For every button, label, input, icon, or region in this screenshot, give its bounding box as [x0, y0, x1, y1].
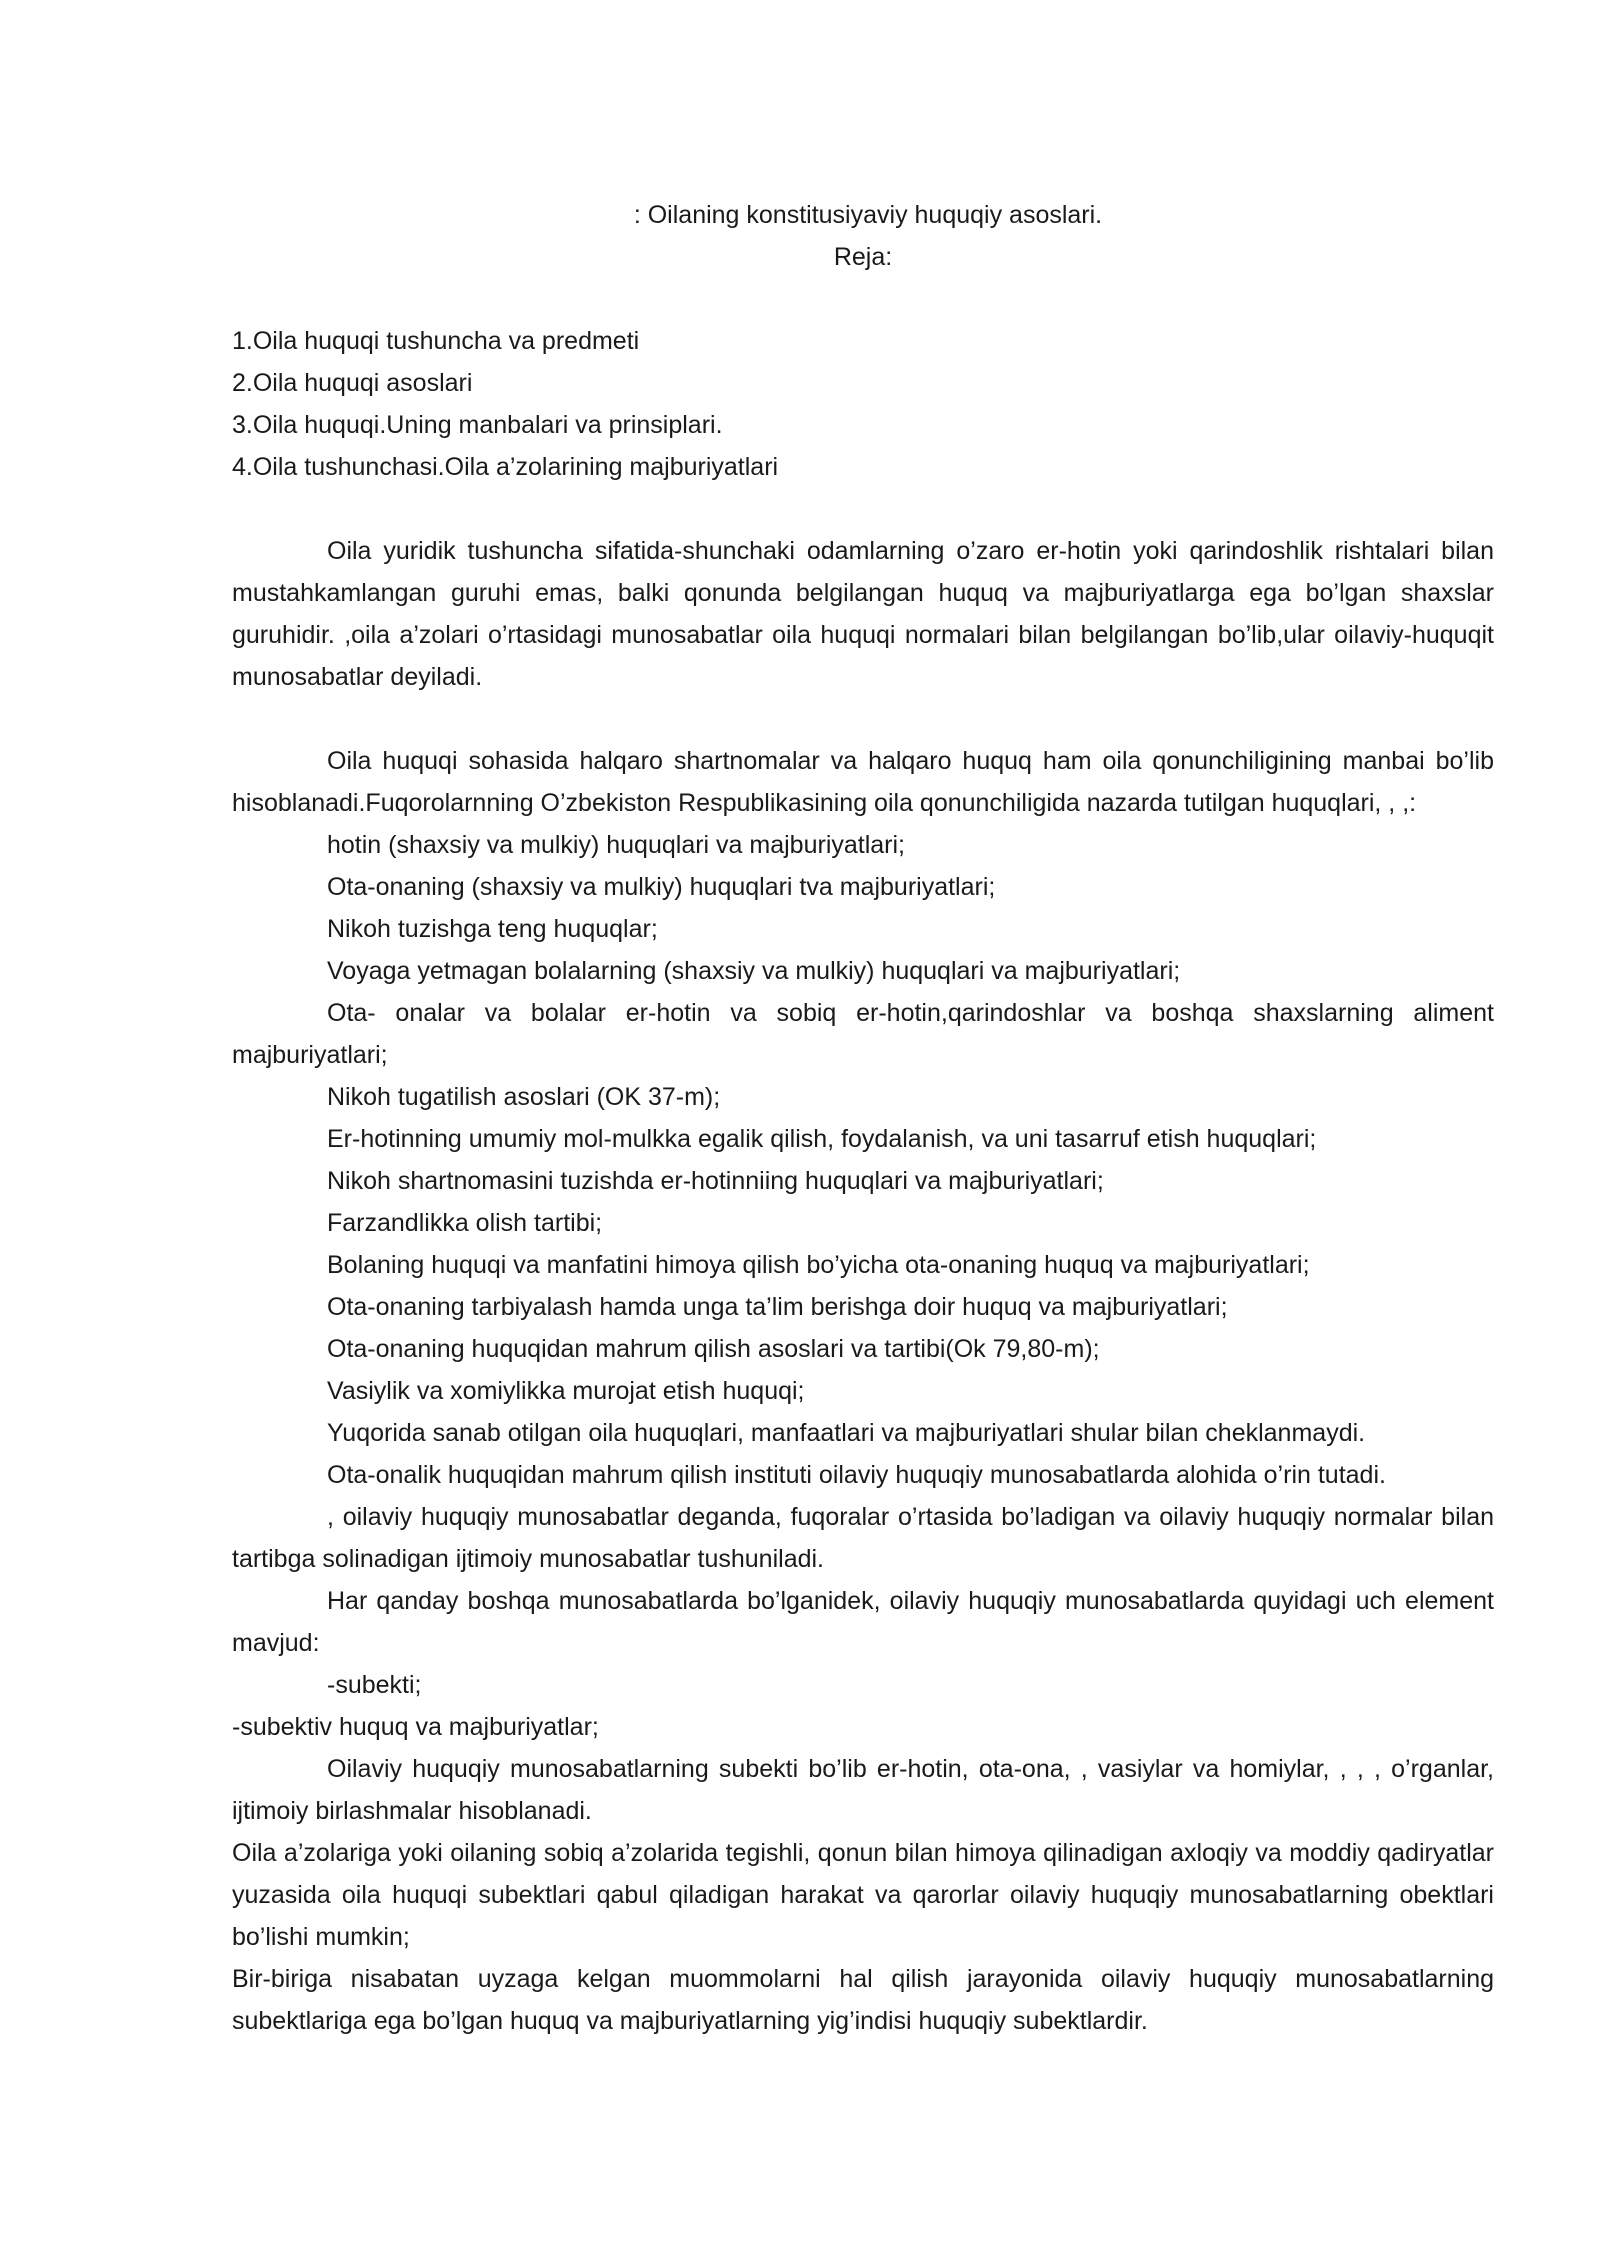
rights-item: Vasiylik va xomiylikka murojat etish huquqi;	[327, 1377, 805, 1405]
rights-item: Er-hotinning umumiy mol-mulkka egalik qilish, foydalanish, va uni tasarruf etish huquqlari;	[327, 1125, 1317, 1153]
rights-item: Voyaga yetmagan bolalarning (shaxsiy va mulkiy) huquqlari va majburiyatlari;	[327, 957, 1181, 985]
paragraph-conclusion: Bir-biriga nisabatan uyzaga kelgan muommolarni hal qilish jarayonida oilaviy huquqiy munosabatlarning subektlariga ega bo’lgan huquq va majburiyatlarning yig’indisi huquqiy subektlardir.	[232, 1965, 1494, 2035]
rights-item: Bolaning huquqi va manfatini himoya qilish bo’yicha ota-onaning huquq va majburiyatlari;	[327, 1251, 1310, 1279]
rights-item: Farzandlikka olish tartibi;	[327, 1209, 603, 1237]
document-body	[232, 194, 1494, 2042]
rights-item: hotin (shaxsiy va mulkiy) huquqlari va majburiyatlari;	[327, 831, 906, 859]
rights-item: Nikoh tuzishga teng huquqlar;	[327, 915, 658, 943]
rights-item: Ota-onaning huquqidan mahrum qilish asoslari va tartibi(Ok 79,80-m);	[327, 1335, 1100, 1363]
document-title: : Oilaning konstitusiyaviy huquqiy asoslari.	[633, 201, 1103, 229]
rights-item: Har qanday boshqa munosabatlarda bo’lganidek, oilaviy huquqiy munosabatlarda quyidagi uch element mavjud:	[232, 1587, 1494, 1657]
paragraph-objects: Oila a’zolariga yoki oilaning sobiq a’zolarida tegishli, qonun bilan himoya qilinadigan axloqiy va moddiy qadiryatlar yuzasida oila huquqi subektlari qabul qiladigan harakat va qarorlar oilaviy huquqiy munosabatlarning obektlari bo’lishi mumkin;	[232, 1839, 1494, 1951]
rights-item: , oilaviy huquqiy munosabatlar deganda, fuqoralar o’rtasida bo’ladigan va oilaviy huquqiy normalar bilan tartibga solinadigan ijtimoiy munosabatlar tushuniladi.	[232, 1503, 1494, 1573]
spacer	[232, 278, 1494, 320]
rights-item: Ota-onaning (shaxsiy va mulkiy) huquqlari tva majburiyatlari;	[327, 873, 996, 901]
paragraph-sources: Oila huquqi sohasida halqaro shartnomalar va halqaro huquq ham oila qonunchiligining manbai bo’lib hisoblanadi.Fuqorolarnning O’zbekiston Respublikasining oila qonunchiligida nazarda tutilgan huquqlari, , ,:	[232, 747, 1494, 817]
spacer	[232, 488, 1494, 530]
rights-item: Ota- onalar va bolalar er-hotin va sobiq er-hotin,qarindoshlar va boshqa shaxslarning aliment majburiyatlari;	[232, 999, 1494, 1069]
rights-item: Ota-onaning tarbiyalash hamda unga ta’lim berishga doir huquq va majburiyatlari;	[327, 1293, 1228, 1321]
rights-item: Nikoh tugatilish asoslari (OK 37-m);	[327, 1083, 721, 1111]
plan-heading: Reja:	[833, 243, 893, 271]
plan-item: 3.Oila huquqi.Uning manbalari va prinsiplari.	[232, 411, 723, 439]
rights-item: Yuqorida sanab otilgan oila huquqlari, manfaatlari va majburiyatlari shular bilan cheklanmaydi.	[327, 1419, 1366, 1447]
rights-item: Nikoh shartnomasini tuzishda er-hotinniing huquqlari va majburiyatlari;	[327, 1167, 1104, 1195]
spacer	[232, 698, 1494, 740]
plan-item: 1.Oila huquqi tushuncha va predmeti	[232, 327, 640, 355]
plan-item: 2.Oila huquqi asoslari	[232, 369, 473, 397]
plan-item: 4.Oila tushunchasi.Oila a’zolarining majburiyatlari	[232, 453, 779, 481]
rights-item: -subekti;	[327, 1671, 422, 1699]
paragraph-subjective-rights: -subektiv huquq va majburiyatlar;	[232, 1713, 599, 1741]
paragraph-family-definition: Oila yuridik tushuncha sifatida-shunchaki odamlarning o’zaro er-hotin yoki qarindoshlik rishtalari bilan mustahkamlangan guruhi emas, balki qonunda belgilangan huquq va majburiyatlarga ega bo’lgan shaxslar guruhidir. ,oila a’zolari o’rtasidagi munosabatlar oila huquqi normalari bilan belgilangan bo’lib,ular oilaviy-huquqit munosabatlar deyiladi.	[232, 537, 1494, 691]
paragraph-subjects: Oilaviy huquqiy munosabatlarning subekti bo’lib er-hotin, ota-ona, , vasiylar va homiylar, , , , o’rganlar, ijtimoiy birlashmalar hisoblanadi.	[232, 1755, 1494, 1825]
rights-item: Ota-onalik huquqidan mahrum qilish instituti oilaviy huquqiy munosabatlarda alohida o’rin tutadi.	[327, 1461, 1386, 1489]
